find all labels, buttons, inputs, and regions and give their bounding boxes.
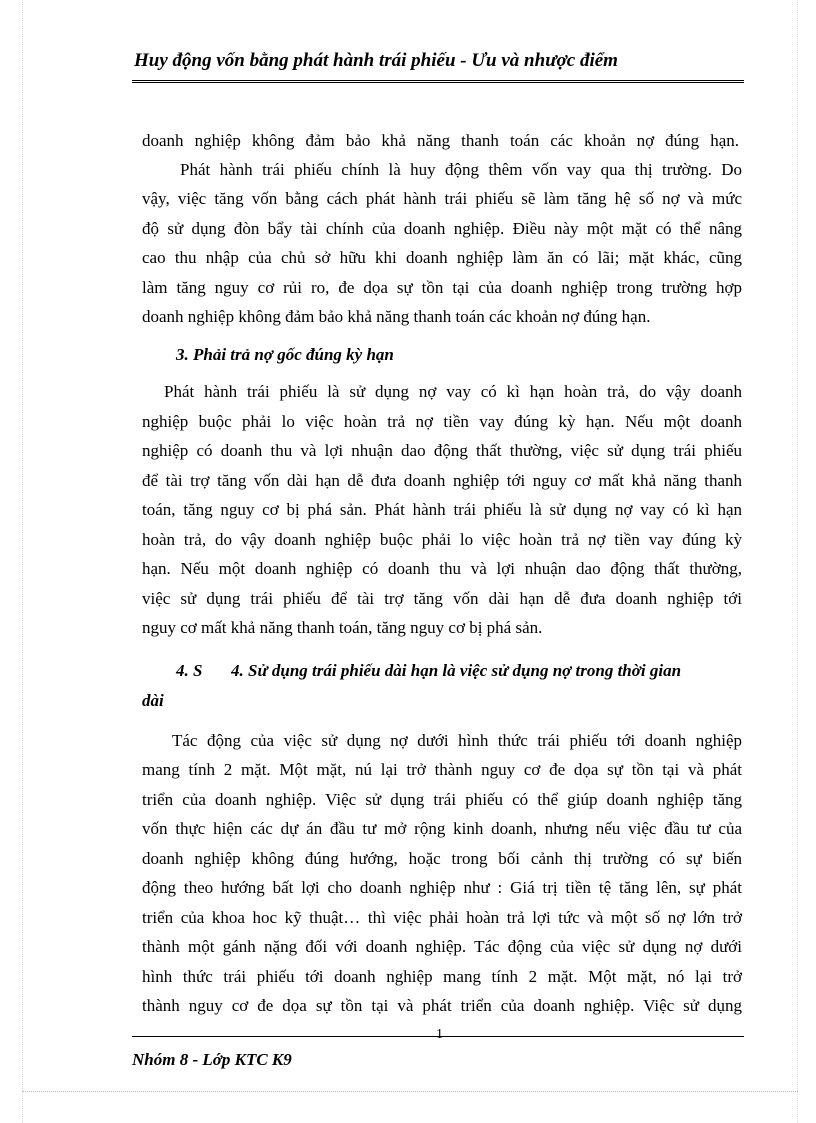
paragraph-line: Tác động của việc sử dụng nợ dưới hình thức trái phiếu tới doanh nghiệp	[172, 731, 742, 750]
paragraph-line: doanh nghiệp không đúng hướng, hoặc trong bối cảnh thị trường có sự biến	[142, 849, 742, 868]
paragraph-line: hình thức trái phiếu tới doanh nghiệp mang tính 2 mặt. Một mặt, nó lại trở	[142, 967, 742, 986]
paragraph-line: doanh nghiệp không đảm bảo khả năng thanh toán các khoản nợ đúng hạn.	[142, 307, 651, 326]
paragraph-line: thành nguy cơ đe dọa sự tồn tại và phát triển của doanh nghiệp. Việc sử dụng	[142, 996, 742, 1015]
left-margin-guide	[22, 0, 23, 1123]
paragraph-line: hạn. Nếu một doanh nghiệp có doanh thu và lợi nhuận dao động thất thường,	[142, 559, 742, 578]
section-heading-4: 4. Sử dụng trái phiếu dài hạn là việc sử dụng nợ trong thời gian	[231, 661, 682, 680]
page-footer: Nhóm 8 - Lớp KTC K9	[132, 1050, 292, 1069]
paragraph-line: vậy, việc tăng vốn bằng cách phát hành trái phiếu sẽ làm tăng hệ số nợ và mức	[142, 189, 742, 208]
paragraph-line: triển của doanh nghiệp. Việc sử dụng trái phiếu có thể giúp doanh nghiệp tăng	[142, 790, 742, 809]
paragraph-line: để tài trợ tăng vốn dài hạn dễ đưa doanh nghiệp tới nguy cơ mất khả năng thanh	[142, 471, 742, 490]
paragraph-line: nghiệp có doanh thu và lợi nhuận dao động thất thường, việc sử dụng trái phiếu	[142, 441, 742, 460]
page-number: 1	[436, 1027, 443, 1042]
paragraph-line: nghiệp buộc phải lo việc hoàn trả nợ tiền vay đúng kỳ hạn. Nếu một doanh	[142, 412, 742, 431]
section-heading-3: 3. Phải trả nợ gốc đúng kỳ hạn	[176, 345, 394, 364]
section-heading-4-prefix: 4. S	[176, 661, 203, 680]
paragraph-line: toán, tăng nguy cơ bị phá sản. Phát hành trái phiếu là sử dụng nợ vay có kì hạn	[142, 500, 742, 519]
paragraph-line: làm tăng nguy cơ rủi ro, đe dọa sự tồn tại của doanh nghiệp trong trường hợp	[142, 278, 742, 297]
paragraph-line: nguy cơ mất khả năng thanh toán, tăng nguy cơ bị phá sản.	[142, 618, 543, 637]
paragraph-line: động theo hướng bất lợi cho doanh nghiệp như : Giá trị tiền tệ tăng lên, sự phát	[142, 878, 742, 897]
paragraph-line: hoàn trả, do vậy doanh nghiệp buộc phải lo việc hoàn trả nợ tiền vay đúng kỳ	[142, 530, 742, 549]
paragraph-line: mang tính 2 mặt. Một mặt, nú lại trở thành nguy cơ đe dọa sự tồn tại và phát	[142, 760, 742, 779]
page-header-title: Huy động vốn bằng phát hành trái phiếu - Ưu và nhược điểm	[134, 50, 618, 71]
page-boundary	[22, 1091, 798, 1092]
paragraph-line: thành một gánh nặng đối với doanh nghiệp. Tác động của việc sử dụng nợ dưới	[142, 937, 742, 956]
paragraph-line: độ sử dụng đòn bẩy tài chính của doanh nghiệp. Điều này một mặt có thể nâng	[142, 219, 742, 238]
paragraph-line: triển của khoa hoc kỹ thuật… thì việc phải hoàn trả lợi tức và một số nợ lớn trở	[142, 908, 742, 927]
paragraph-line: Phát hành trái phiếu chính là huy động thêm vốn vay qua thị trường. Do	[180, 160, 742, 179]
header-rule	[132, 80, 744, 81]
header-rule-double	[132, 82, 744, 83]
paragraph-line: việc sử dụng trái phiếu để tài trợ tăng vốn dài hạn dễ đưa doanh nghiệp tới	[142, 589, 742, 608]
paragraph-line: doanh nghiệp không đảm bảo khả năng thanh toán các khoản nợ đúng hạn.	[142, 131, 739, 150]
paragraph-line: vốn thực hiện các dự án đầu tư mở rộng kinh doanh, nhưng nếu việc đầu tư của	[142, 819, 742, 838]
paragraph-line: Phát hành trái phiếu là sử dụng nợ vay có kì hạn hoàn trả, do vậy doanh	[164, 382, 742, 401]
right-margin-guide	[797, 0, 798, 1123]
paragraph-line: cao thu nhập của chủ sở hữu khi doanh nghiệp làm ăn có lãi; mặt khác, cũng	[142, 248, 742, 267]
section-heading-4-continued: dài	[142, 691, 164, 710]
